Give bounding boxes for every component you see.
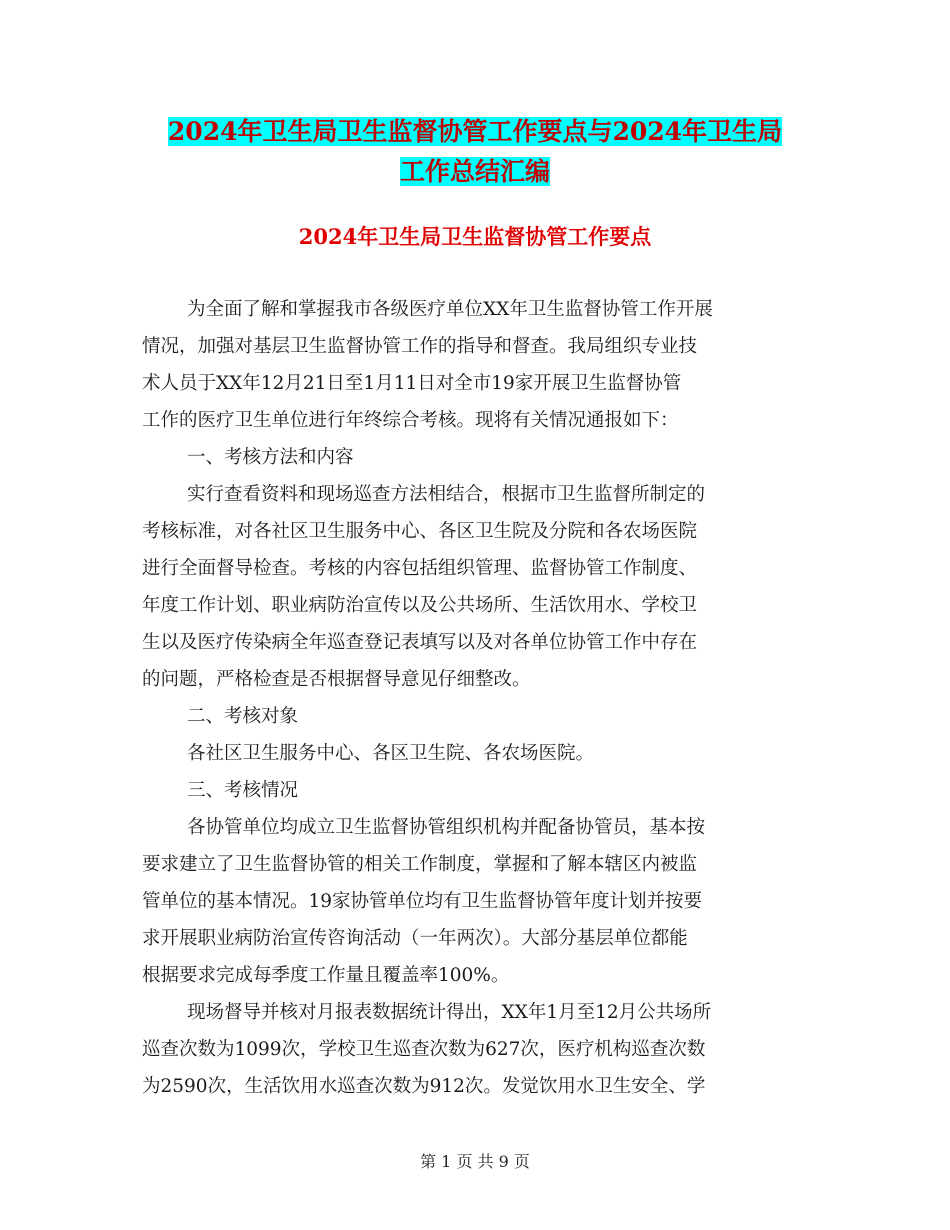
section1-paragraph xyxy=(142,476,808,698)
section-subtitle: 2024年卫生局卫生监督协管工作要点 xyxy=(298,224,652,249)
section1-line: 实行查看资料和现场巡查方法相结合，根据市卫生监督所制定的 xyxy=(187,484,706,505)
section3-line: 管单位的基本情况。19家协管单位均有卫生监督协管年度计划并按要 xyxy=(142,891,703,912)
title-line-2: 工作总结汇编 xyxy=(399,157,550,186)
section3-heading: 三、考核情况 xyxy=(187,780,299,801)
section3-line: 要求建立了卫生监督协管的相关工作制度，掌握和了解本辖区内被监 xyxy=(142,854,698,875)
section1-line: 考核标准，对各社区卫生服务中心、各区卫生院及分院和各农场医院 xyxy=(142,521,698,542)
document-title xyxy=(140,112,810,192)
section3-line: 求开展职业病防治宣传咨询活动（一年两次）。大部分基层单位都能 xyxy=(142,928,688,949)
section3-line: 根据要求完成每季度工作量且覆盖率100%。 xyxy=(142,965,510,986)
section3-line: 各协管单位均成立卫生监督协管组织机构并配备协管员，基本按 xyxy=(187,817,706,838)
intro-line: 为全面了解和掌握我市各级医疗单位XX年卫生监督协管工作开展 xyxy=(187,299,713,320)
intro-line: 术人员于XX年12月21日至1月11日对全市19家开展卫生监督协管 xyxy=(142,373,682,394)
section1-line: 进行全面督导检查。考核的内容包括组织管理、监督协管工作制度、 xyxy=(142,558,698,579)
section3b-line: 巡查次数为1099次，学校卫生巡查次数为627次，医疗机构巡查次数 xyxy=(142,1039,706,1060)
section3b-paragraph xyxy=(142,994,808,1105)
title-line-1: 2024年卫生局卫生监督协管工作要点与2024年卫生局 xyxy=(167,117,783,146)
intro-line: 情况，加强对基层卫生监督协管工作的指导和督查。我局组织专业技 xyxy=(142,336,698,357)
section1-line: 的问题，严格检查是否根据督导意见仔细整改。 xyxy=(142,669,531,690)
intro-paragraph xyxy=(142,291,808,439)
section1-line: 年度工作计划、职业病防治宣传以及公共场所、生活饮用水、学校卫 xyxy=(142,595,698,616)
section1-line: 生以及医疗传染病全年巡查登记表填写以及对各单位协管工作中存在 xyxy=(142,632,698,653)
section3-paragraph xyxy=(142,809,808,994)
section3b-line: 现场督导并核对月报表数据统计得出，XX年1月至12月公共场所 xyxy=(187,1002,712,1023)
page-footer: 第 1 页 共 9 页 xyxy=(420,1152,530,1171)
section2-text: 各社区卫生服务中心、各区卫生院、各农场医院。 xyxy=(187,743,595,764)
section1-heading: 一、考核方法和内容 xyxy=(187,447,354,468)
document-body xyxy=(142,291,808,1105)
section3b-line: 为2590次，生活饮用水巡查次数为912次。发觉饮用水卫生安全、学 xyxy=(142,1076,706,1097)
section2-heading: 二、考核对象 xyxy=(187,706,299,727)
intro-line: 工作的医疗卫生单位进行年终综合考核。现将有关情况通报如下： xyxy=(142,410,679,431)
